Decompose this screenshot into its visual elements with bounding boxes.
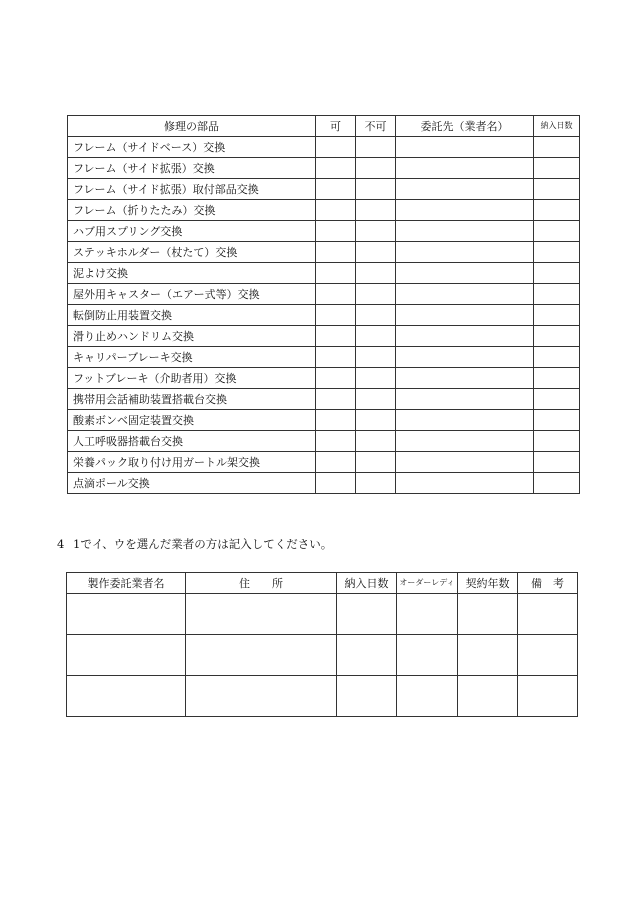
delivery-days-cell[interactable] [534, 389, 580, 410]
contractor-cell[interactable] [396, 305, 534, 326]
repair-table-body [68, 137, 580, 494]
possible-cell[interactable] [316, 179, 356, 200]
order-ready-cell[interactable] [397, 676, 458, 717]
delivery-days-cell[interactable] [534, 326, 580, 347]
header-order-ready: オーダーレディ [397, 573, 458, 594]
repair-table-row [68, 200, 580, 221]
delivery-days-cell[interactable] [534, 305, 580, 326]
not-possible-cell[interactable] [356, 452, 396, 473]
contractor-cell[interactable] [396, 389, 534, 410]
repair-part-name: ステッキホルダー（杖たて）交換 [68, 242, 316, 263]
contractor-table-row [67, 676, 578, 717]
contractor-cell[interactable] [396, 473, 534, 494]
not-possible-cell[interactable] [356, 284, 396, 305]
delivery-days-cell[interactable] [534, 158, 580, 179]
repair-table-row [68, 242, 580, 263]
repair-part-name: 酸素ボンベ固定装置交換 [68, 410, 316, 431]
header-part-name: 修理の部品 [68, 116, 316, 137]
repair-table-row [68, 452, 580, 473]
contractor-name-cell[interactable] [67, 635, 186, 676]
not-possible-cell[interactable] [356, 389, 396, 410]
header-delivery-days: 納入日数 [534, 116, 580, 137]
contractor-cell[interactable] [396, 410, 534, 431]
header-delivery-days: 納入日数 [337, 573, 397, 594]
possible-cell[interactable] [316, 137, 356, 158]
contractor-cell[interactable] [396, 221, 534, 242]
contractor-cell[interactable] [396, 452, 534, 473]
repair-table-row [68, 410, 580, 431]
header-contractor-name: 製作委託業者名 [67, 573, 186, 594]
delivery-days-cell[interactable] [534, 263, 580, 284]
repair-table-row [68, 137, 580, 158]
contractor-cell[interactable] [396, 137, 534, 158]
delivery-days-cell[interactable] [534, 137, 580, 158]
delivery-days-cell[interactable] [534, 410, 580, 431]
contractor-name-cell[interactable] [67, 676, 186, 717]
contract-years-cell[interactable] [458, 635, 518, 676]
contractor-cell[interactable] [396, 431, 534, 452]
contract-years-cell[interactable] [458, 676, 518, 717]
possible-cell[interactable] [316, 221, 356, 242]
delivery-days-cell[interactable] [337, 676, 397, 717]
repair-table-row [68, 473, 580, 494]
delivery-days-cell[interactable] [337, 635, 397, 676]
repair-table-row [68, 221, 580, 242]
repair-part-name: 滑り止めハンドリム交換 [68, 326, 316, 347]
possible-cell[interactable] [316, 410, 356, 431]
possible-cell[interactable] [316, 242, 356, 263]
delivery-days-cell[interactable] [534, 473, 580, 494]
repair-table-row [68, 368, 580, 389]
possible-cell[interactable] [316, 326, 356, 347]
repair-part-name: フレーム（折りたたみ）交換 [68, 200, 316, 221]
repair-table-row [68, 179, 580, 200]
possible-cell[interactable] [316, 347, 356, 368]
possible-cell[interactable] [316, 158, 356, 179]
repair-table-row [68, 431, 580, 452]
not-possible-cell[interactable] [356, 305, 396, 326]
delivery-days-cell[interactable] [534, 368, 580, 389]
contractor-cell[interactable] [396, 158, 534, 179]
repair-table-row [68, 263, 580, 284]
header-not-possible: 不可 [356, 116, 396, 137]
not-possible-cell[interactable] [356, 263, 396, 284]
repair-part-name: 泥よけ交換 [68, 263, 316, 284]
possible-cell[interactable] [316, 452, 356, 473]
repair-parts-table [67, 115, 580, 494]
repair-table-row [68, 389, 580, 410]
section-text: 1でイ、ウを選んだ業者の方は記入してください。 [73, 537, 333, 551]
header-address: 住 所 [186, 573, 337, 594]
delivery-days-cell[interactable] [534, 221, 580, 242]
remarks-cell[interactable] [518, 594, 578, 635]
not-possible-cell[interactable] [356, 347, 396, 368]
repair-part-name: 人工呼吸器搭載台交換 [68, 431, 316, 452]
remarks-cell[interactable] [518, 635, 578, 676]
repair-part-name: 点滴ポール交換 [68, 473, 316, 494]
section-4-instruction [57, 536, 332, 552]
possible-cell[interactable] [316, 473, 356, 494]
contractor-cell[interactable] [396, 242, 534, 263]
contractor-table-header-row [67, 573, 578, 594]
not-possible-cell[interactable] [356, 158, 396, 179]
repair-table-row [68, 326, 580, 347]
contractor-table [66, 572, 578, 717]
address-cell[interactable] [186, 676, 337, 717]
contractor-cell[interactable] [396, 179, 534, 200]
repair-table-row [68, 158, 580, 179]
contractor-table-row [67, 635, 578, 676]
repair-part-name: ハブ用スプリング交換 [68, 221, 316, 242]
header-remarks: 備 考 [518, 573, 578, 594]
not-possible-cell[interactable] [356, 431, 396, 452]
delivery-days-cell[interactable] [534, 242, 580, 263]
delivery-days-cell[interactable] [534, 200, 580, 221]
delivery-days-cell[interactable] [534, 452, 580, 473]
address-cell[interactable] [186, 635, 337, 676]
possible-cell[interactable] [316, 368, 356, 389]
not-possible-cell[interactable] [356, 137, 396, 158]
repair-part-name: 屋外用キャスター（エアー式等）交換 [68, 284, 316, 305]
order-ready-cell[interactable] [397, 594, 458, 635]
repair-part-name: フレーム（サイドベース）交換 [68, 137, 316, 158]
contractor-cell[interactable] [396, 347, 534, 368]
delivery-days-cell[interactable] [534, 179, 580, 200]
delivery-days-cell[interactable] [534, 284, 580, 305]
repair-table-row [68, 284, 580, 305]
repair-table-row [68, 305, 580, 326]
repair-table-row [68, 347, 580, 368]
contract-years-cell[interactable] [458, 594, 518, 635]
not-possible-cell[interactable] [356, 200, 396, 221]
contractor-cell[interactable] [396, 200, 534, 221]
contractor-cell[interactable] [396, 368, 534, 389]
possible-cell[interactable] [316, 284, 356, 305]
header-contract-years: 契約年数 [458, 573, 518, 594]
not-possible-cell[interactable] [356, 221, 396, 242]
contractor-cell[interactable] [396, 263, 534, 284]
possible-cell[interactable] [316, 200, 356, 221]
not-possible-cell[interactable] [356, 242, 396, 263]
delivery-days-cell[interactable] [534, 431, 580, 452]
header-contractor: 委託先（業者名） [396, 116, 534, 137]
contractor-table-body [67, 594, 578, 717]
not-possible-cell[interactable] [356, 473, 396, 494]
delivery-days-cell[interactable] [337, 594, 397, 635]
repair-part-name: キャリパーブレーキ交換 [68, 347, 316, 368]
repair-part-name: フレーム（サイド拡張）取付部品交換 [68, 179, 316, 200]
remarks-cell[interactable] [518, 676, 578, 717]
contractor-cell[interactable] [396, 326, 534, 347]
order-ready-cell[interactable] [397, 635, 458, 676]
contractor-name-cell[interactable] [67, 594, 186, 635]
not-possible-cell[interactable] [356, 368, 396, 389]
possible-cell[interactable] [316, 305, 356, 326]
possible-cell[interactable] [316, 263, 356, 284]
repair-part-name: フレーム（サイド拡張）交換 [68, 158, 316, 179]
repair-part-name: 転倒防止用装置交換 [68, 305, 316, 326]
repair-table-header-row [68, 116, 580, 137]
not-possible-cell[interactable] [356, 410, 396, 431]
section-number: 4 [57, 537, 65, 551]
not-possible-cell[interactable] [356, 326, 396, 347]
delivery-days-cell[interactable] [534, 347, 580, 368]
contractor-cell[interactable] [396, 284, 534, 305]
header-possible: 可 [316, 116, 356, 137]
contractor-table-row [67, 594, 578, 635]
possible-cell[interactable] [316, 389, 356, 410]
repair-part-name: フットブレーキ（介助者用）交換 [68, 368, 316, 389]
not-possible-cell[interactable] [356, 179, 396, 200]
possible-cell[interactable] [316, 431, 356, 452]
address-cell[interactable] [186, 594, 337, 635]
repair-part-name: 栄養パック取り付け用ガートル架交換 [68, 452, 316, 473]
repair-part-name: 携帯用会話補助装置搭載台交換 [68, 389, 316, 410]
